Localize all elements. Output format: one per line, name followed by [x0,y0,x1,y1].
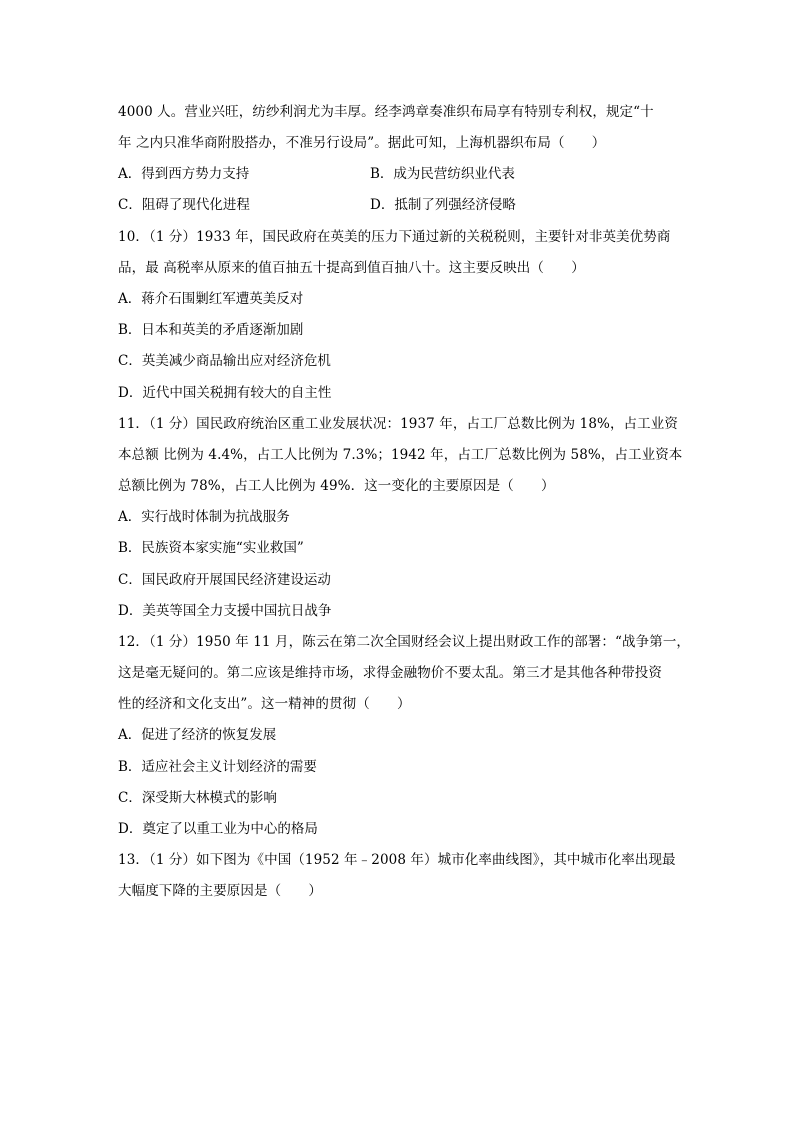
q12-option-a: A．促进了经济的恢复发展 [118,727,277,743]
q12-stem-line-3: 性的经济和文化支出”。这一精神的贯彻（ ） [118,696,411,712]
q12-stem-line-2: 这是毫无疑问的。第二应该是维持市场，求得金融物价不要太乱。第三才是其他各种带投资 [118,665,662,681]
q10-stem-line-1: 10．（1 分）1933 年，国民政府在英美的压力下通过新的关税税则，主要针对非英美优势商 [118,229,671,245]
q10-option-a: A．蒋介石围剿红军遭英美反对 [118,291,304,307]
q9-stem-line-2: 年 之内只准华商附股搭办，不准另行设局”。据此可知，上海机器织布局（ ） [118,135,606,151]
q11-option-d: D．美英等国全力支援中国抗日战争 [118,603,332,619]
q10-option-b: B．日本和英美的矛盾逐渐加剧 [118,322,304,338]
q11-stem-line-3: 总额比例为 78%，占工人比例为 49%．这一变化的主要原因是（ ） [118,478,555,494]
q10-stem-line-2: 品，最 高税率从原来的值百抽五十提高到值百抽八十。这主要反映出（ ） [118,260,585,276]
q12-stem-line-1: 12．（1 分）1950 年 11 月，陈云在第二次全国财经会议上提出财政工作的部署：“战争第一， [118,634,691,650]
q11-stem-line-1: 11．（1 分）国民政府统治区重工业发展状况：1937 年，占工厂总数比例为 18%，占工业资 [118,416,678,432]
q9-option-b: B．成为民营纺织业代表 [370,166,515,182]
q9-stem-line-1: 4000 人。营业兴旺，纺纱利润尤为丰厚。经李鸿章奏准织布局享有特别专利权，规定“十 [118,104,654,120]
q12-option-c: C．深受斯大林模式的影响 [118,790,277,806]
q10-option-d: D．近代中国关税拥有较大的自主性 [118,385,332,401]
q11-option-b: B．民族资本家实施“实业救国” [118,540,304,556]
q11-stem-line-2: 本总额 比例为 4.4%，占工人比例为 7.3%；1942 年，占工厂总数比例为 58%，占工业资本 [118,447,683,463]
q9-option-d: D．抵制了列强经济侵略 [370,197,516,213]
q12-option-d: D．奠定了以重工业为中心的格局 [118,821,318,837]
q12-option-b: B．适应社会主义计划经济的需要 [118,759,317,775]
q13-stem-line-1: 13．（1 分）如下图为《中国（1952 年﹣2008 年）城市化率曲线图》，其中城市化率出现最 [118,852,676,868]
q11-option-c: C．国民政府开展国民经济建设运动 [118,572,331,588]
q9-option-a: A．得到西方势力支持 [118,166,250,182]
q13-stem-line-2: 大幅度下降的主要原因是（ ） [118,883,322,899]
q9-option-c: C．阻碍了现代化进程 [118,197,250,213]
q11-option-a: A．实行战时体制为抗战服务 [118,509,290,525]
q10-option-c: C．英美减少商品输出应对经济危机 [118,353,331,369]
